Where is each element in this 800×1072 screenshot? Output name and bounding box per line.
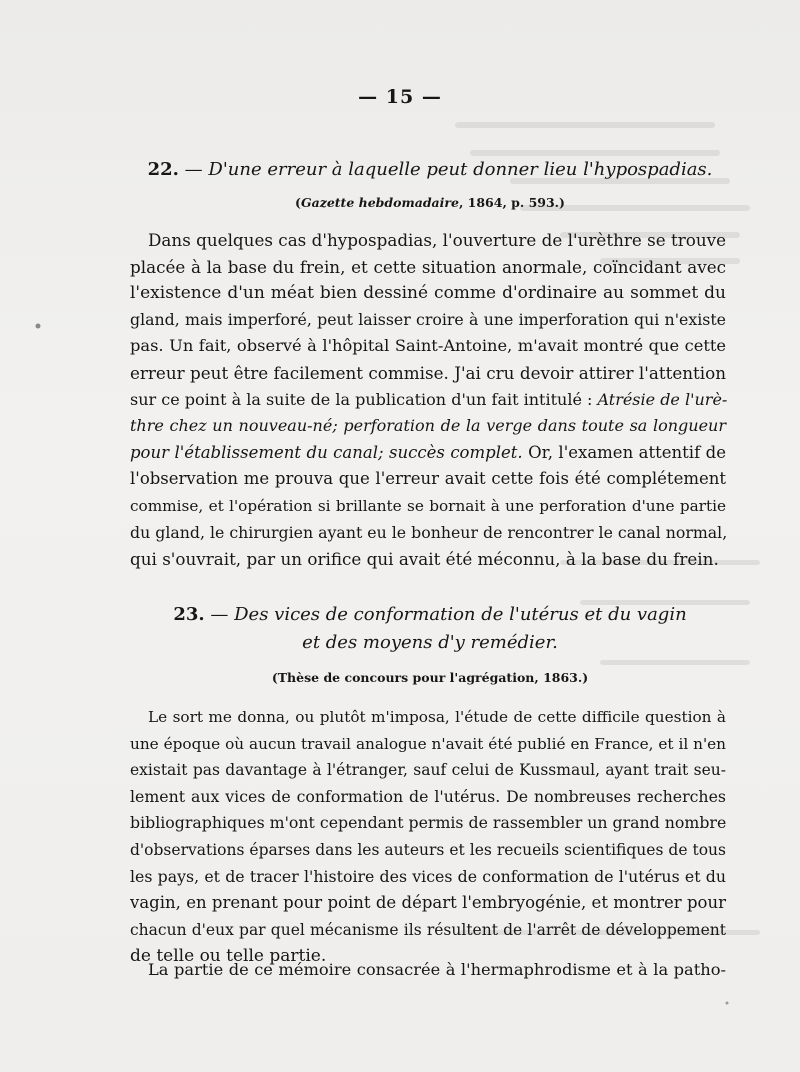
section-22-title: D'une erreur à laquelle peut donner lieu l'hypospadias. xyxy=(208,159,713,180)
section-23-number: 23. xyxy=(173,604,205,625)
paragraph-line: chacun d'eux par quel mécanisme ils résultent de l'arrêt de développement xyxy=(130,920,726,939)
paragraph-line: de telle ou telle partie. xyxy=(130,946,327,967)
section-23-title-line-1: Des vices de conformation de l'utérus et du vagin xyxy=(234,604,687,625)
source-journal: Gazette hebdomadaire xyxy=(300,195,459,210)
paragraph-line: l'observation me prouva que l'erreur avait cette fois été complétement xyxy=(130,469,726,489)
paragraph-line-with-title xyxy=(130,440,726,467)
paragraph-line: commise, et l'opération si brillante se bornait à une perforation d'une partie xyxy=(130,496,726,515)
section-23-body xyxy=(130,704,726,970)
paragraph-line: Dans quelques cas d'hypospadias, l'ouverture de l'urèthre se trouve xyxy=(148,230,726,250)
paragraph-line: pas. Un fait, observé à l'hôpital Saint-Antoine, m'avait montré que cette xyxy=(130,336,726,356)
paragraph-line: les pays, et de tracer l'histoire des vices de conformation de l'utérus et du xyxy=(130,866,726,886)
paragraph-line: vagin, en prenant pour point de départ l'embryogénie, et montrer pour xyxy=(130,893,726,913)
paragraph-line: existait pas davantage à l'étranger, sauf celui de Kussmaul, ayant trait seu- xyxy=(130,761,726,780)
paragraph-line: lement aux vices de conformation de l'utérus. De nombreuses recherches xyxy=(130,786,726,806)
paragraph-text: sur ce point à la suite de la publication d'un fait intitulé : xyxy=(130,389,593,409)
section-22-number: 22. xyxy=(147,159,179,180)
paragraph-line: erreur peut être facilement commise. J'ai cru devoir attirer l'attention xyxy=(130,362,726,383)
section-22-body xyxy=(130,227,726,573)
cited-article-title-end: pour l'établissement du canal; succès complet. xyxy=(130,442,523,462)
section-22-source xyxy=(100,195,760,210)
cited-article-title-start: Atrésie de l'urè- xyxy=(597,389,728,409)
page-number: — 15 — xyxy=(358,86,442,108)
paragraph-line: Le sort me donna, ou plutôt m'imposa, l'étude de cette difficile question à xyxy=(148,708,726,726)
paragraph-line: La partie de ce mémoire consacrée à l'hermaphrodisme et à la patho- xyxy=(148,960,726,979)
paragraph-line: qui s'ouvrait, par un orifice qui avait été méconnu, à la base du frein. xyxy=(130,549,719,570)
source-open-paren: ( xyxy=(295,195,301,210)
source-details: , 1864, p. 593.) xyxy=(458,195,565,210)
section-23-heading xyxy=(100,601,760,657)
paragraph-line: du gland, le chirurgien ayant eu le bonheur de rencontrer le canal normal, xyxy=(130,522,728,542)
section-23-source: (Thèse de concours pour l'agrégation, 1863.) xyxy=(271,670,589,685)
cited-article-title-line: thre chez un nouveau-né; perforation de la verge dans toute sa longueur xyxy=(130,416,726,436)
paragraph-line: gland, mais imperforé, peut laisser croire à une imperforation qui n'existe xyxy=(130,309,726,329)
paragraph-text: Or, l'examen attentif de xyxy=(528,442,726,462)
section-23-dash: — xyxy=(210,604,229,625)
section-23-title-line-2: et des moyens d'y remédier. xyxy=(302,632,558,653)
section-22-dash: — xyxy=(184,159,203,180)
section-23-next-paragraph xyxy=(130,957,726,984)
paragraph-line: d'observations éparses dans les auteurs et les recueils scientifiques de tous xyxy=(130,840,726,859)
paragraph-line: l'existence d'un méat bien dessiné comme d'ordinaire au sommet du xyxy=(130,283,726,304)
paragraph-line-with-title xyxy=(130,387,726,414)
paragraph-line: une époque où aucun travail analogue n'avait été publié en France, et il n'en xyxy=(130,734,726,753)
paragraph-line: bibliographiques m'ont cependant permis de rassembler un grand nombre xyxy=(130,813,727,833)
paragraph-line: placée à la base du frein, et cette situation anormale, coïncidant avec xyxy=(130,256,726,277)
section-22-heading xyxy=(100,156,760,184)
